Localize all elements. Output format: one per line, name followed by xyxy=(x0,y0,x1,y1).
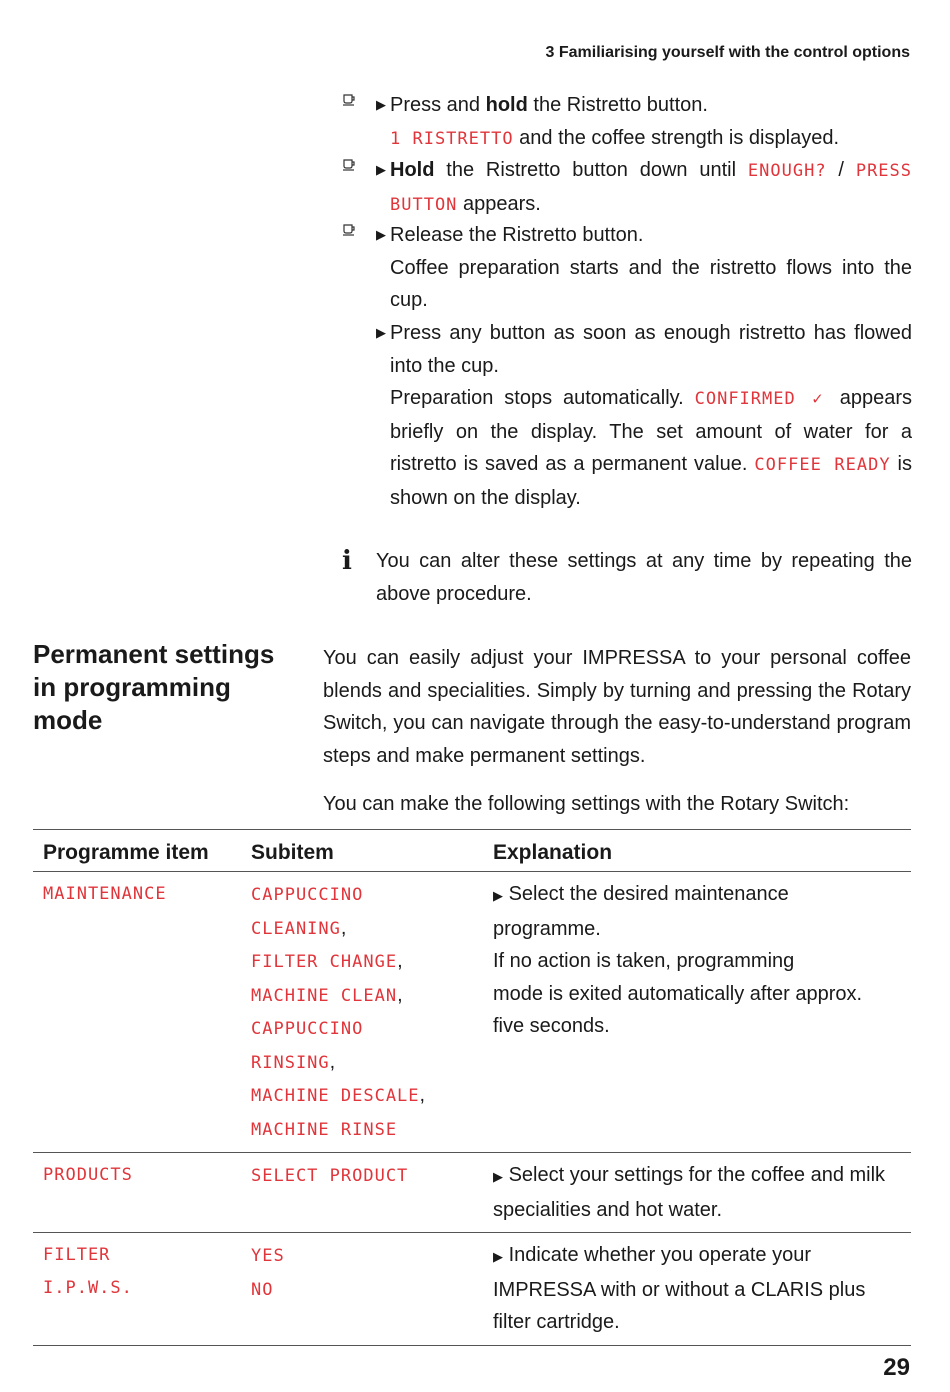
subitem-punct: , xyxy=(397,983,403,1006)
step-result: appears briefly on the display. The set amount of water for a ristretto is saved as a permanent value. xyxy=(390,387,912,475)
step-4 xyxy=(342,317,912,514)
step-text: Release the Ristretto button. xyxy=(390,224,644,246)
subitem-punct: , xyxy=(329,1050,336,1073)
column-header: Programme item xyxy=(33,830,241,872)
action-triangle-icon: ▶ xyxy=(376,162,386,177)
programme-item: PRODUCTS xyxy=(43,1165,133,1185)
display-text: 1 RISTRETTO xyxy=(390,128,514,149)
action-triangle-icon: ▶ xyxy=(376,97,386,112)
step-bold: Hold xyxy=(390,159,435,181)
step-result: and the coffee strength is displayed. xyxy=(513,126,839,149)
explanation-action: Indicate whether you operate your IMPRESSA with or without a CLARIS plus filter cartridge. xyxy=(493,1244,866,1333)
programme-item: I.P.W.S. xyxy=(43,1277,133,1298)
step-bold: hold xyxy=(485,94,528,116)
subitem: YES xyxy=(251,1246,285,1266)
action-triangle-icon: ▶ xyxy=(493,888,503,903)
step-result: is shown on the display. xyxy=(390,453,913,509)
action-triangle-icon: ▶ xyxy=(493,1249,503,1264)
programme-item: MAINTENANCE xyxy=(43,884,167,904)
cup-icon xyxy=(342,222,356,236)
info-note xyxy=(342,545,912,610)
subitem: NO xyxy=(251,1279,274,1300)
action-triangle-icon: ▶ xyxy=(493,1169,503,1184)
subitem: CAPPUCCINO xyxy=(251,1019,364,1039)
step-text: the Ristretto button. xyxy=(527,94,708,116)
step-text: appears. xyxy=(457,192,541,215)
display-text: ENOUGH? xyxy=(747,161,827,181)
subitem-punct: , xyxy=(340,916,347,939)
info-text: You can alter these settings at any time by repeating the above procedure. xyxy=(376,550,912,605)
action-triangle-icon: ▶ xyxy=(376,325,386,340)
subitem-punct: , xyxy=(419,1084,426,1106)
subitem: FILTER CHANGE xyxy=(251,952,398,972)
explanation-action: Select your settings for the coffee and milk specialities and hot water. xyxy=(493,1164,886,1221)
subitem: SELECT PRODUCT xyxy=(251,1166,409,1186)
step-2 xyxy=(342,154,912,221)
subitem-punct: , xyxy=(397,950,403,972)
step-text: Press and xyxy=(390,94,486,116)
separator: / xyxy=(826,159,856,181)
step-text: Press any button as soon as enough ristretto has flowed into the cup. xyxy=(390,322,912,377)
subitem: CAPPUCCINO xyxy=(251,885,364,905)
step-1 xyxy=(342,89,912,155)
display-text: PRESS BUTTON xyxy=(390,161,913,215)
settings-table xyxy=(33,829,911,1346)
explanation-text: mode is exited automatically after approx. xyxy=(493,982,863,1005)
explanation-text: If no action is taken, programming xyxy=(493,950,795,972)
section-title: Permanent settings in programming mode xyxy=(33,639,275,735)
display-text: CONFIRMED ✓ xyxy=(694,389,829,409)
display-text: COFFEE READY xyxy=(754,455,891,475)
table-row xyxy=(33,872,911,1153)
column-header: Explanation xyxy=(483,830,911,872)
explanation-text: five seconds. xyxy=(493,1015,610,1037)
subitem: CLEANING xyxy=(251,918,341,939)
programme-item: FILTER xyxy=(43,1245,111,1265)
page-number: 29 xyxy=(883,1354,910,1381)
section-intro: You can easily adjust your IMPRESSA to your personal coffee blends and specialities. Simply by turning and pressing the Rotary Switch, you can navigate through the easy-to-understand program steps and make permanent settings. xyxy=(323,647,911,767)
section-intro-2: You can make the following settings with the Rotary Switch: xyxy=(323,793,850,815)
action-triangle-icon: ▶ xyxy=(376,227,386,242)
running-header: 3 Familiarising yourself with the control options xyxy=(545,44,910,61)
subitem: MACHINE RINSE xyxy=(251,1119,398,1140)
table-row xyxy=(33,1233,911,1346)
info-icon: i xyxy=(342,546,352,576)
subitem: RINSING xyxy=(251,1052,330,1073)
cup-icon xyxy=(342,157,356,171)
column-header: Subitem xyxy=(241,830,483,872)
explanation-action: Select the desired maintenance programme. xyxy=(493,883,789,940)
subitem: MACHINE DESCALE xyxy=(251,1086,420,1106)
step-3 xyxy=(342,219,912,317)
subitem: MACHINE CLEAN xyxy=(251,985,398,1006)
step-result: Preparation stops automatically. xyxy=(390,387,695,409)
step-result: Coffee preparation starts and the ristretto flows into the cup. xyxy=(390,256,912,311)
table-row xyxy=(33,1153,911,1233)
step-text: the Ristretto button down until xyxy=(434,159,748,181)
cup-icon xyxy=(342,92,356,106)
